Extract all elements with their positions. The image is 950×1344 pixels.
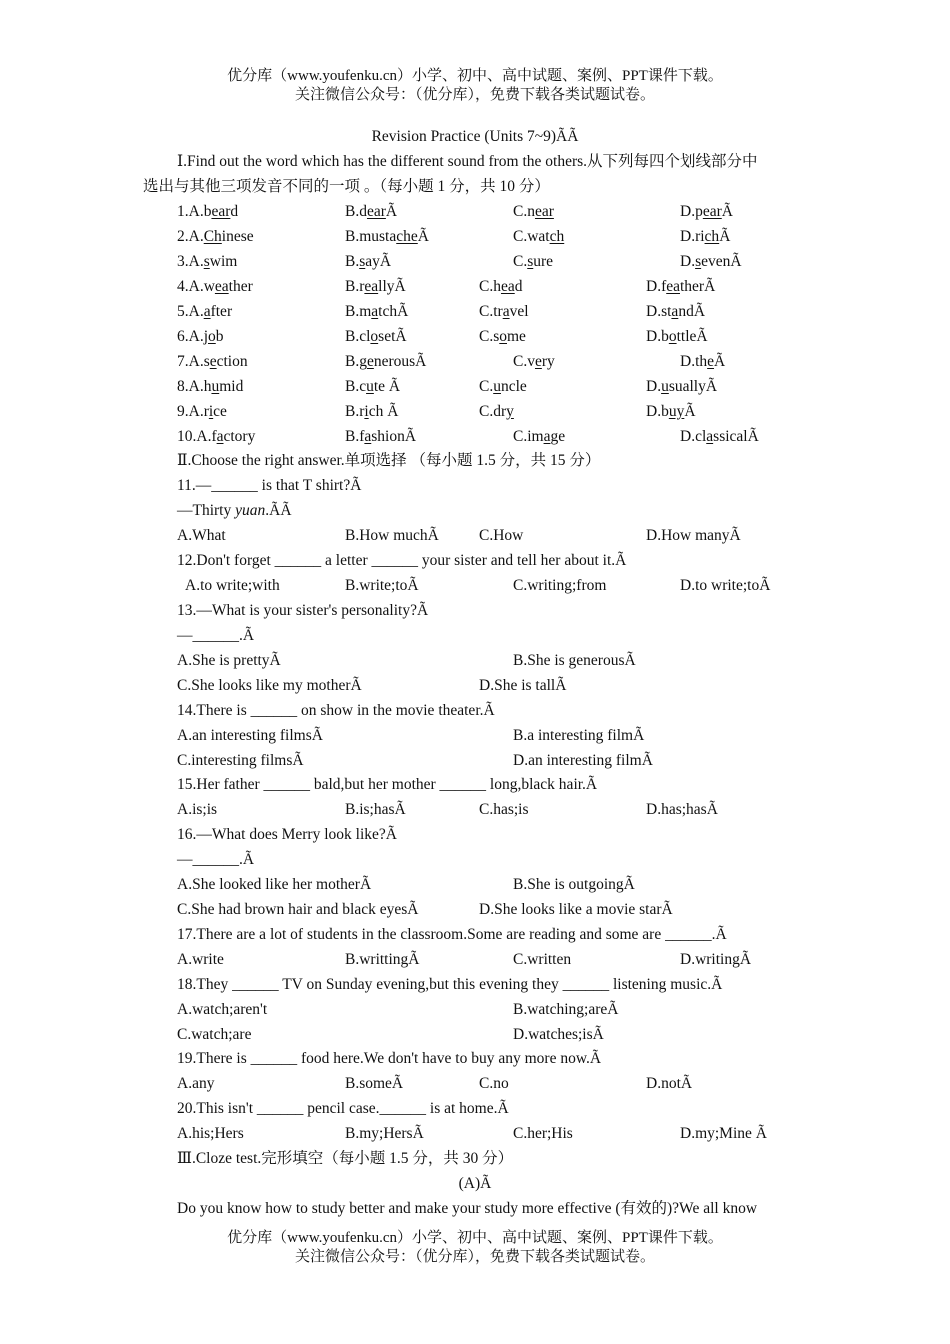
option-suffix: llyÃ <box>378 278 406 295</box>
underlined-letters: ch <box>549 228 565 245</box>
option-d: D.watches;isÃ <box>513 1026 604 1043</box>
underlined-letters: s <box>527 253 534 270</box>
underlined-letters: a <box>543 428 551 445</box>
phonics-option <box>177 226 254 248</box>
underlined-letters: a <box>502 303 510 320</box>
underlined-letters: o <box>499 328 507 345</box>
phonics-option <box>177 276 253 298</box>
option-d: D.an interesting filmÃ <box>513 752 653 769</box>
option-b: B.my;HersÃ <box>345 1125 424 1142</box>
option-prefix: 2.A. <box>177 228 204 245</box>
option-d: D.notÃ <box>646 1075 693 1092</box>
phonics-option <box>479 326 526 348</box>
underlined-letters: e <box>366 353 374 370</box>
option-prefix: B.d <box>345 203 367 220</box>
option-suffix: Ã <box>385 203 398 220</box>
question-18: 18.They ______ TV on Sunday evening,but this evening they ______ listening music.Ã <box>177 976 723 993</box>
underlined-letters: s <box>203 253 210 270</box>
question-17: 17.There are a lot of students in the classroom.Some are reading and some are ______.Ã <box>177 926 727 943</box>
option-prefix: D.b <box>646 403 669 420</box>
option-prefix: 10.A.f <box>177 428 217 445</box>
option-b: B.a interesting filmÃ <box>513 727 645 744</box>
underlined-letters: ea <box>500 278 515 295</box>
phonics-option <box>479 301 529 323</box>
question-14: 14.There is ______ on show in the movie theater.Ã <box>177 702 495 719</box>
option-b: B.She is outgoingÃ <box>513 876 635 893</box>
option-suffix: ssicalÃ <box>713 428 759 445</box>
phonics-option <box>177 301 232 323</box>
phonics-option <box>479 276 522 298</box>
section-1-heading: Ⅰ.Find out the word which has the different sound from the others.从下列每四个划线部分中 <box>177 153 758 170</box>
option-prefix: C. <box>479 378 494 395</box>
phonics-option <box>177 201 238 223</box>
option-prefix: D.b <box>646 328 669 345</box>
phonics-option <box>646 376 717 398</box>
phonics-option <box>646 401 696 423</box>
option-suffix: shionÃ <box>371 428 417 445</box>
option-prefix: 7.A.s <box>177 353 210 370</box>
option-prefix: C.h <box>479 278 501 295</box>
option-suffix: b <box>215 328 224 345</box>
option-suffix: therÃ <box>680 278 716 295</box>
option-suffix: ce <box>213 403 227 420</box>
option-suffix: ther <box>228 278 253 295</box>
option-suffix: Ã <box>721 203 733 220</box>
phonics-option <box>177 401 227 423</box>
option-suffix: me <box>507 328 526 345</box>
phonics-option <box>680 251 742 273</box>
phonics-option <box>345 426 416 448</box>
option-suffix: evenÃ <box>701 253 742 270</box>
underlined-letters: e <box>534 353 542 370</box>
phonics-option <box>177 376 243 398</box>
answer-italic: yuan <box>235 502 266 519</box>
underlined-letters: y <box>506 403 514 420</box>
option-prefix: C. <box>513 253 528 270</box>
option-c: C.written <box>513 951 572 968</box>
option-prefix: B.m <box>345 303 372 320</box>
phonics-option <box>479 401 514 423</box>
option-suffix: Ã <box>714 353 726 370</box>
phonics-option <box>345 376 400 398</box>
phonics-option <box>513 251 553 273</box>
phonics-option <box>345 226 429 248</box>
option-c: C.She looks like my motherÃ <box>177 677 362 694</box>
underlined-letters: ea <box>364 278 379 295</box>
underlined-letters: o <box>208 328 216 345</box>
option-prefix: B.cl <box>345 328 371 345</box>
question-16-blank: —______.Ã <box>177 851 255 868</box>
option-a: A.is;is <box>177 801 218 818</box>
underlined-letters: a <box>706 428 714 445</box>
underlined-letters: ear <box>534 203 554 220</box>
phonics-option <box>680 226 730 248</box>
phonics-option <box>345 251 391 273</box>
footer-line-2: 关注微信公众号：（优分库），免费下载各类试题试卷。 <box>294 1249 655 1265</box>
option-c: C.interesting filmsÃ <box>177 752 304 769</box>
phonics-option <box>646 301 705 323</box>
option-prefix: C.dr <box>479 403 507 420</box>
phonics-option <box>345 276 406 298</box>
question-19: 19.There is ______ food here.We don't have to buy any more now.Ã <box>177 1050 602 1067</box>
part-a-label: (A)Ã <box>458 1175 492 1192</box>
phonics-option <box>646 326 708 348</box>
option-prefix: 6.A.j <box>177 328 208 345</box>
section-3-heading: Ⅲ.Cloze test.完形填空（每小题 1.5 分，共 30 分） <box>177 1150 514 1167</box>
option-prefix: B.r <box>345 278 365 295</box>
phonics-option <box>345 201 397 223</box>
option-prefix: B.r <box>345 403 365 420</box>
option-suffix: ttleÃ <box>676 328 708 345</box>
page-footer <box>0 1229 950 1267</box>
phonics-option <box>680 201 733 223</box>
option-prefix: D.p <box>680 203 703 220</box>
question-16: 16.—What does Merry look like?Ã <box>177 826 397 843</box>
option-b: B.writtingÃ <box>345 951 420 968</box>
option-a: A.to write;with <box>185 577 280 594</box>
option-suffix: mid <box>219 378 244 395</box>
option-c: C.no <box>479 1075 509 1092</box>
underlined-letters: Ch <box>203 228 222 245</box>
phonics-option <box>177 326 224 348</box>
option-prefix: D. <box>646 378 662 395</box>
option-suffix: Ã <box>684 403 696 420</box>
phonics-option <box>345 401 398 423</box>
option-suffix: ayÃ <box>365 253 392 270</box>
underlined-letters: i <box>364 403 369 420</box>
option-prefix: C.wat <box>513 228 550 245</box>
option-suffix: ry <box>541 353 555 370</box>
option-prefix: 1.A.b <box>177 203 212 220</box>
option-d: D.How manyÃ <box>646 527 741 544</box>
option-a: A.any <box>177 1075 215 1092</box>
option-suffix: wim <box>209 253 238 270</box>
option-a: A.watch;aren't <box>177 1001 268 1018</box>
phonics-option <box>680 426 759 448</box>
phonics-option <box>513 226 564 248</box>
option-suffix: ction <box>216 353 248 370</box>
question-15: 15.Her father ______ bald,but her mother ______ long,black hair.Ã <box>177 776 598 793</box>
option-prefix: B.f <box>345 428 365 445</box>
option-prefix: C.n <box>513 203 535 220</box>
option-prefix: 9.A.r <box>177 403 209 420</box>
question-11-answer <box>177 500 292 522</box>
option-b: B.write;toÃ <box>345 577 419 594</box>
option-suffix: d <box>230 203 239 220</box>
option-suffix: d <box>514 278 523 295</box>
option-prefix: 5.A. <box>177 303 204 320</box>
underlined-letters: che <box>396 228 418 245</box>
option-d: D.writingÃ <box>680 951 752 968</box>
option-b: B.watching;areÃ <box>513 1001 619 1018</box>
underlined-letters: a <box>364 428 372 445</box>
underlined-letters: ear <box>366 203 386 220</box>
underlined-letters: e <box>209 353 217 370</box>
underlined-letters: a <box>371 303 379 320</box>
phonics-option <box>345 351 426 373</box>
underlined-letters: o <box>370 328 379 345</box>
option-suffix: Ã <box>719 228 731 245</box>
underlined-letters: ea <box>214 278 229 295</box>
header-line-1: 优分库（www.youfenku.cn）小学、初中、高中试题、案例、PPT课件下载。 <box>227 68 723 84</box>
section-1-instruction: 选出与其他三项发音不同的一项 。（每小题 1 分，共 10 分） <box>143 178 550 195</box>
option-c: C.How <box>479 527 524 544</box>
option-a: A.his;Hers <box>177 1125 244 1142</box>
underlined-letters: a <box>203 303 211 320</box>
footer-line-1: 优分库（www.youfenku.cn）小学、初中、高中试题、案例、PPT课件下载。 <box>227 1230 723 1246</box>
phonics-option <box>177 251 237 273</box>
option-suffix: Ã <box>417 228 429 245</box>
option-d: D.She looks like a movie starÃ <box>479 901 673 918</box>
underlined-letters: uy <box>668 403 685 420</box>
option-suffix: ndÃ <box>678 303 706 320</box>
page-header <box>0 67 950 105</box>
option-suffix: ncle <box>500 378 527 395</box>
phonics-option <box>177 351 248 373</box>
underlined-letters: ch <box>704 228 720 245</box>
option-suffix: suallyÃ <box>668 378 718 395</box>
phonics-option <box>513 351 555 373</box>
option-suffix: ure <box>533 253 554 270</box>
question-12: 12.Don't forget ______ a letter ______ your sister and tell her about it.Ã <box>177 552 627 569</box>
phonics-option <box>680 351 725 373</box>
option-c: C.She had brown hair and black eyesÃ <box>177 901 419 918</box>
underlined-letters: i <box>208 403 214 420</box>
option-c: C.writing;from <box>513 577 607 594</box>
option-suffix: fter <box>210 303 233 320</box>
option-prefix: C.im <box>513 428 544 445</box>
document-title: Revision Practice (Units 7~9)ÃÃ <box>371 128 579 145</box>
section-2-heading: Ⅱ.Choose the right answer.单项选择 （每小题 1.5 分，共 15 分） <box>177 452 601 469</box>
option-d: D.She is tallÃ <box>479 677 567 694</box>
underlined-letters: e <box>707 353 715 370</box>
option-prefix: 8.A.h <box>177 378 212 395</box>
phonics-option <box>479 376 527 398</box>
option-d: D.my;Mine Ã <box>680 1125 767 1142</box>
option-suffix: tchÃ <box>378 303 409 320</box>
answer-text-end: .ÃÃ <box>265 502 292 519</box>
option-c: C.her;His <box>513 1125 573 1142</box>
option-prefix: D.st <box>646 303 672 320</box>
option-a: A.She looked like her motherÃ <box>177 876 372 893</box>
phonics-option <box>513 201 554 223</box>
option-a: A.an interesting filmsÃ <box>177 727 323 744</box>
answer-text: —Thirty <box>177 502 236 519</box>
option-prefix: C.v <box>513 353 535 370</box>
phonics-option <box>646 276 715 298</box>
underlined-letters: ear <box>211 203 231 220</box>
phonics-option <box>513 426 565 448</box>
option-a: A.write <box>177 951 224 968</box>
option-b: B.How muchÃ <box>345 527 439 544</box>
option-d: D.to write;toÃ <box>680 577 771 594</box>
option-suffix: setÃ <box>378 328 407 345</box>
underlined-letters: s <box>359 253 366 270</box>
passage-line: Do you know how to study better and make your study more effective (有效的)?We all know <box>177 1200 758 1217</box>
option-a: A.What <box>177 527 226 544</box>
option-suffix: ch Ã <box>368 403 399 420</box>
phonics-option <box>177 426 255 448</box>
question-20: 20.This isn't ______ pencil case.______ is at home.Ã <box>177 1100 509 1117</box>
underlined-letters: a <box>216 428 224 445</box>
phonics-option <box>345 326 407 348</box>
question-13: 13.—What is your sister's personality?Ã <box>177 602 429 619</box>
underlined-letters: u <box>366 378 374 395</box>
option-prefix: D.ri <box>680 228 705 245</box>
option-suffix: vel <box>509 303 529 320</box>
option-prefix: B.musta <box>345 228 397 245</box>
underlined-letters: o <box>668 328 677 345</box>
option-prefix: C.tr <box>479 303 503 320</box>
question-11: 11.—______ is that T shirt?Ã <box>177 477 362 494</box>
phonics-option <box>345 301 408 323</box>
option-suffix: ctory <box>223 428 256 445</box>
option-c: C.watch;are <box>177 1026 252 1043</box>
underlined-letters: u <box>661 378 669 395</box>
option-prefix: D. <box>680 253 696 270</box>
option-b: B.She is generousÃ <box>513 652 636 669</box>
option-c: C.has;is <box>479 801 529 818</box>
underlined-letters: u <box>211 378 220 395</box>
option-prefix: 4.A.w <box>177 278 215 295</box>
underlined-letters: ear <box>702 203 722 220</box>
header-line-2: 关注微信公众号：（优分库），免费下载各类试题试卷。 <box>294 87 655 103</box>
question-13-blank: —______.Ã <box>177 627 255 644</box>
option-prefix: B.c <box>345 378 367 395</box>
option-suffix: nerousÃ <box>373 353 427 370</box>
option-prefix: B.g <box>345 353 367 370</box>
underlined-letters: s <box>695 253 702 270</box>
option-prefix: 3.A. <box>177 253 204 270</box>
option-suffix: inese <box>221 228 254 245</box>
option-prefix: C.s <box>479 328 500 345</box>
option-suffix: te Ã <box>373 378 401 395</box>
underlined-letters: ea <box>666 278 680 295</box>
option-a: A.She is prettyÃ <box>177 652 281 669</box>
option-prefix: D.f <box>646 278 667 295</box>
option-d: D.has;hasÃ <box>646 801 718 818</box>
option-suffix: ge <box>550 428 566 445</box>
underlined-letters: a <box>671 303 679 320</box>
option-b: B.is;hasÃ <box>345 801 406 818</box>
underlined-letters: u <box>493 378 501 395</box>
option-prefix: B. <box>345 253 360 270</box>
option-prefix: D.th <box>680 353 708 370</box>
option-b: B.someÃ <box>345 1075 404 1092</box>
option-prefix: D.cl <box>680 428 707 445</box>
